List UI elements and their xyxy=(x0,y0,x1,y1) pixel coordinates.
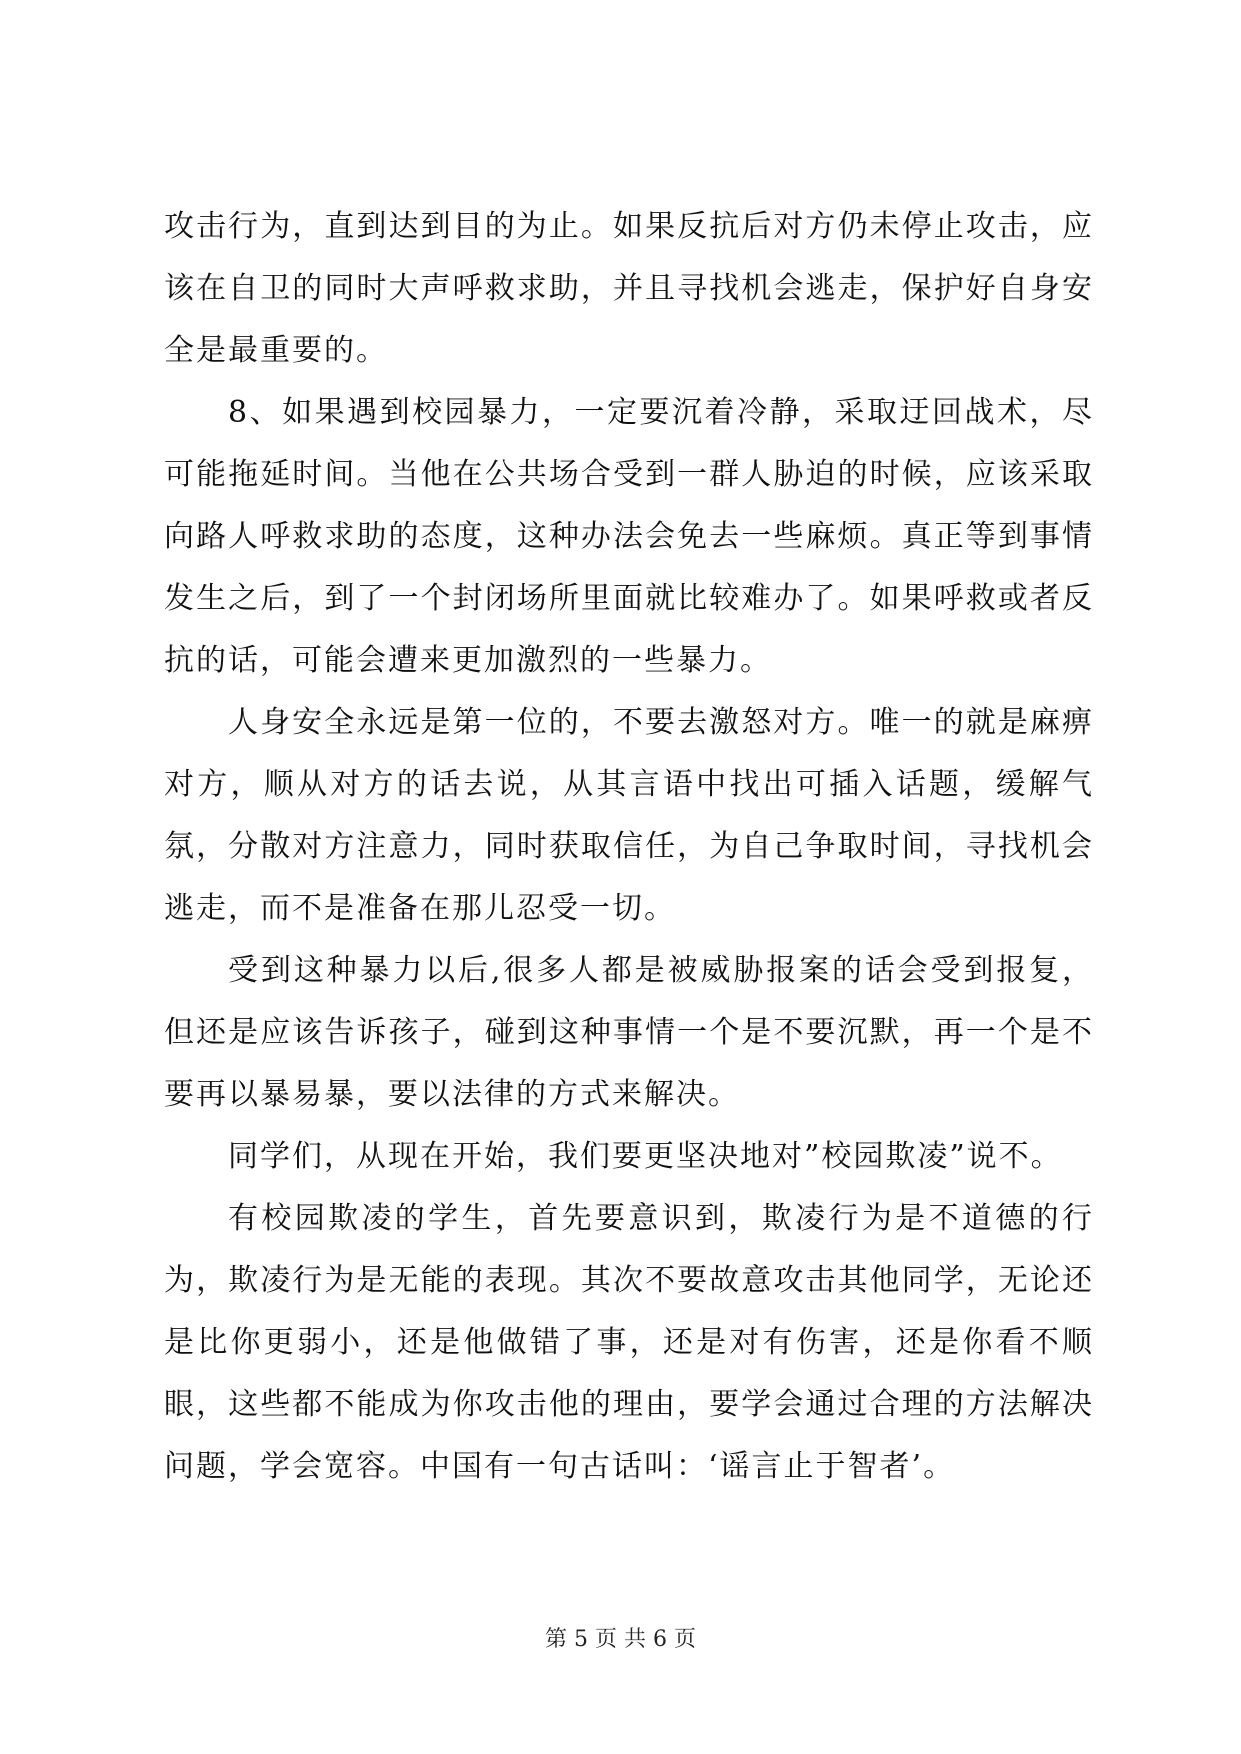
paragraph: 8、如果遇到校园暴力，一定要沉着冷静，采取迂回战术，尽可能拖延时间。当他在公共场合受到一群人胁迫的时候，应该采取向路人呼救求助的态度，这种办法会免去一些麻烦。真正等到事情发生之后，到了一个封闭场所里面就比较难办了。如果呼救或者反抗的话，可能会遭来更加激烈的一些暴力。 xyxy=(164,395,1094,678)
page-number-footer: 第 5 页 共 6 页 xyxy=(545,1627,696,1652)
paragraph: 同学们，从现在开始，我们要更坚决地对”校园欺凌”说不。 xyxy=(228,1139,1063,1174)
paragraph: 人身安全永远是第一位的，不要去激怒对方。唯一的就是麻痹对方，顺从对方的话去说，从其言语中找出可插入话题，缓解气氛，分散对方注意力，同时获取信任，为自己争取时间，寻找机会逃走，而不是准备在那儿忍受一切。 xyxy=(164,705,1094,926)
paragraph: 攻击行为，直到达到目的为止。如果反抗后对方仍未停止攻击，应该在自卫的同时大声呼救求助，并且寻找机会逃走，保护好自身安全是最重要的。 xyxy=(164,209,1094,368)
paragraph: 受到这种暴力以后,很多人都是被威胁报案的话会受到报复，但还是应该告诉孩子，碰到这种事情一个是不要沉默，再一个是不要再以暴易暴，要以法律的方式来解决。 xyxy=(164,953,1094,1112)
document-body xyxy=(164,196,1094,1498)
paragraph: 有校园欺凌的学生，首先要意识到，欺凌行为是不道德的行为，欺凌行为是无能的表现。其次不要故意攻击其他同学，无论还是比你更弱小，还是他做错了事，还是对有伤害，还是你看不顺眼，这些都不能成为你攻击他的理由，要学会通过合理的方法解决问题，学会宽容。中国有一句古话叫：‘谣言止于智者’。 xyxy=(164,1201,1094,1484)
